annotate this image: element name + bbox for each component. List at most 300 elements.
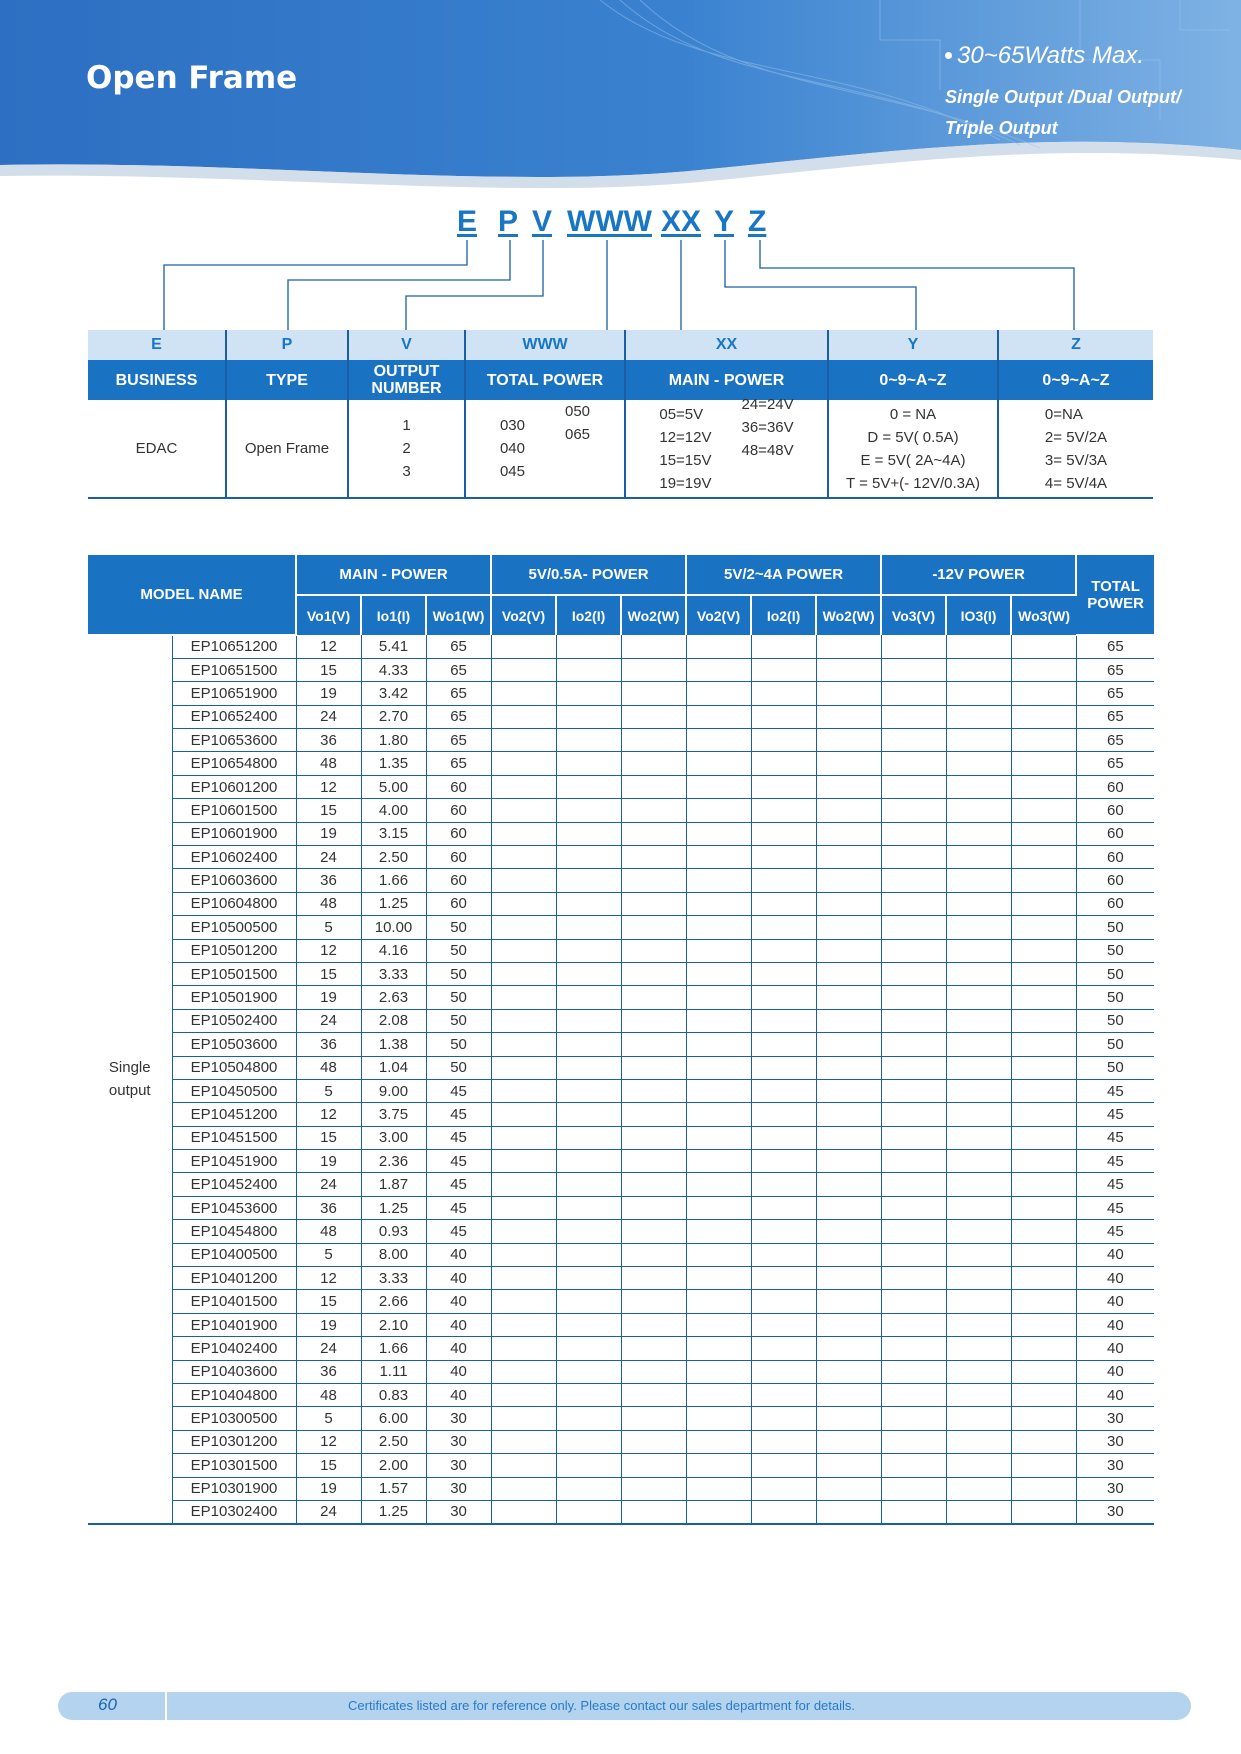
vo1-cell: 36 [296, 1033, 361, 1056]
empty-cell [686, 658, 751, 681]
subhead: Vo2(V) [686, 595, 751, 635]
vo1-cell: 5 [296, 916, 361, 939]
empty-cell [1011, 1407, 1076, 1430]
model-cell: EP10501500 [172, 962, 296, 985]
wo1-cell: 30 [426, 1500, 491, 1523]
empty-cell [686, 1009, 751, 1032]
table-row [88, 1267, 1154, 1290]
vo1-cell: 12 [296, 1267, 361, 1290]
empty-cell [816, 1337, 881, 1360]
total-power-cell: 40 [1076, 1243, 1154, 1266]
model-cell: EP10451900 [172, 1150, 296, 1173]
empty-cell [686, 1500, 751, 1523]
model-cell: EP10651900 [172, 682, 296, 705]
empty-cell [686, 775, 751, 798]
wo1-cell: 45 [426, 1126, 491, 1149]
wo1-cell: 65 [426, 635, 491, 658]
empty-cell [621, 1126, 686, 1149]
empty-cell [491, 1313, 556, 1336]
vo1-cell: 19 [296, 682, 361, 705]
empty-cell [621, 705, 686, 728]
empty-cell [751, 1313, 816, 1336]
empty-cell [621, 962, 686, 985]
empty-cell [491, 1407, 556, 1430]
total-power-cell: 30 [1076, 1407, 1154, 1430]
empty-cell [491, 1290, 556, 1313]
table-row [88, 1079, 1154, 1102]
total-power-cell: 30 [1076, 1430, 1154, 1453]
empty-cell [881, 916, 946, 939]
wo1-cell: 60 [426, 892, 491, 915]
model-cell: EP10603600 [172, 869, 296, 892]
subhead: Io2(I) [556, 595, 621, 635]
empty-cell [686, 1103, 751, 1126]
model-cell: EP10301900 [172, 1477, 296, 1500]
empty-cell [491, 1360, 556, 1383]
empty-cell [751, 846, 816, 869]
empty-cell [686, 822, 751, 845]
empty-cell [816, 1407, 881, 1430]
io1-cell: 2.50 [361, 846, 426, 869]
empty-cell [491, 1477, 556, 1500]
model-cell: EP10451200 [172, 1103, 296, 1126]
vo1-cell: 19 [296, 1150, 361, 1173]
model-cell: EP10601200 [172, 775, 296, 798]
empty-cell [621, 1477, 686, 1500]
empty-cell [946, 705, 1011, 728]
empty-cell [881, 658, 946, 681]
model-cell: EP10454800 [172, 1220, 296, 1243]
vo1-cell: 24 [296, 1500, 361, 1523]
wo1-cell: 65 [426, 682, 491, 705]
pn-mp-value: 36=36V [741, 418, 794, 436]
empty-cell [946, 1267, 1011, 1290]
empty-cell [556, 658, 621, 681]
empty-cell [556, 1243, 621, 1266]
empty-cell [1011, 1009, 1076, 1032]
empty-cell [751, 1220, 816, 1243]
table-row [88, 729, 1154, 752]
empty-cell [816, 916, 881, 939]
total-power-cell: 60 [1076, 892, 1154, 915]
vo1-cell: 5 [296, 1079, 361, 1102]
empty-cell [686, 1430, 751, 1453]
empty-cell [1011, 752, 1076, 775]
wo1-cell: 65 [426, 705, 491, 728]
pn-head-type: TYPE [226, 360, 348, 400]
table-row [88, 705, 1154, 728]
table-row [88, 1360, 1154, 1383]
subhead: Io2(I) [751, 595, 816, 635]
empty-cell [491, 635, 556, 658]
total-power-cell: 45 [1076, 1173, 1154, 1196]
table-row [88, 1009, 1154, 1032]
empty-cell [816, 729, 881, 752]
empty-cell [751, 1407, 816, 1430]
pn-mp-value: 05=5V [659, 405, 704, 423]
subhead: Wo2(W) [816, 595, 881, 635]
total-power-cell: 60 [1076, 799, 1154, 822]
empty-cell [556, 939, 621, 962]
empty-cell [556, 775, 621, 798]
vo1-cell: 36 [296, 1360, 361, 1383]
empty-cell [556, 705, 621, 728]
empty-cell [881, 1126, 946, 1149]
empty-cell [491, 1079, 556, 1102]
empty-cell [621, 658, 686, 681]
empty-cell [491, 892, 556, 915]
group-label-line2: output [108, 1082, 151, 1100]
io1-cell: 3.15 [361, 822, 426, 845]
table-row [88, 1056, 1154, 1079]
io1-cell: 1.11 [361, 1360, 426, 1383]
empty-cell [751, 635, 816, 658]
empty-cell [621, 892, 686, 915]
empty-cell [816, 682, 881, 705]
vo1-cell: 24 [296, 1173, 361, 1196]
empty-cell [881, 1313, 946, 1336]
wo1-cell: 30 [426, 1430, 491, 1453]
empty-cell [1011, 1079, 1076, 1102]
wattage-text: 30~65Watts Max. [957, 42, 1144, 69]
empty-cell [621, 1407, 686, 1430]
table-row [88, 892, 1154, 915]
pn-head-output-line1: OUTPUT [373, 363, 440, 380]
empty-cell [816, 1454, 881, 1477]
empty-cell [881, 1220, 946, 1243]
table-row [88, 775, 1154, 798]
table-row [88, 1220, 1154, 1243]
wo1-cell: 30 [426, 1454, 491, 1477]
pn-type-value: Open Frame [226, 400, 348, 498]
table-row [88, 682, 1154, 705]
empty-cell [816, 1126, 881, 1149]
empty-cell [686, 682, 751, 705]
empty-cell [881, 635, 946, 658]
empty-cell [751, 1056, 816, 1079]
wo1-cell: 40 [426, 1384, 491, 1407]
empty-cell [751, 986, 816, 1009]
model-cell: EP10300500 [172, 1407, 296, 1430]
model-cell: EP10502400 [172, 1009, 296, 1032]
wo1-cell: 40 [426, 1290, 491, 1313]
empty-cell [816, 658, 881, 681]
empty-cell [621, 1243, 686, 1266]
empty-cell [751, 1430, 816, 1453]
empty-cell [881, 1384, 946, 1407]
empty-cell [556, 682, 621, 705]
wo1-cell: 30 [426, 1477, 491, 1500]
table-row [88, 1243, 1154, 1266]
empty-cell [556, 1056, 621, 1079]
empty-cell [816, 869, 881, 892]
empty-cell [1011, 1384, 1076, 1407]
empty-cell [881, 822, 946, 845]
empty-cell [621, 1033, 686, 1056]
empty-cell [686, 799, 751, 822]
empty-cell [881, 1196, 946, 1219]
empty-cell [946, 1009, 1011, 1032]
empty-cell [751, 705, 816, 728]
empty-cell [946, 1384, 1011, 1407]
empty-cell [816, 1290, 881, 1313]
pn-z-value: 2= 5V/2A [1044, 428, 1108, 446]
empty-cell [751, 1337, 816, 1360]
total-power-cell: 30 [1076, 1500, 1154, 1523]
pn-head-z: 0~9~A~Z [998, 360, 1153, 400]
empty-cell [1011, 1500, 1076, 1523]
empty-cell [556, 1313, 621, 1336]
group-header-minus12v: -12V POWER [881, 555, 1076, 595]
vo1-cell: 19 [296, 1313, 361, 1336]
total-power-cell: 50 [1076, 1009, 1154, 1032]
io1-cell: 1.38 [361, 1033, 426, 1056]
empty-cell [1011, 1360, 1076, 1383]
code-connector-lines [0, 0, 1241, 340]
subhead: IO3(I) [946, 595, 1011, 635]
total-power-cell: 50 [1076, 1033, 1154, 1056]
empty-cell [751, 1033, 816, 1056]
code-letter-e: E [457, 205, 478, 238]
empty-cell [1011, 1126, 1076, 1149]
empty-cell [686, 1033, 751, 1056]
io1-cell: 1.80 [361, 729, 426, 752]
empty-cell [686, 869, 751, 892]
empty-cell [816, 1267, 881, 1290]
empty-cell [556, 1477, 621, 1500]
model-cell: EP10651200 [172, 635, 296, 658]
pn-total-power-values [465, 400, 625, 498]
empty-cell [881, 1150, 946, 1173]
empty-cell [751, 1126, 816, 1149]
pn-head-total-power: TOTAL POWER [465, 360, 625, 400]
empty-cell [686, 1384, 751, 1407]
table-row [88, 1313, 1154, 1336]
model-table-body [88, 635, 1154, 1524]
empty-cell [881, 986, 946, 1009]
empty-cell [491, 658, 556, 681]
model-cell: EP10401900 [172, 1313, 296, 1336]
io1-cell: 1.57 [361, 1477, 426, 1500]
total-power-cell: 50 [1076, 986, 1154, 1009]
empty-cell [881, 1173, 946, 1196]
empty-cell [556, 1126, 621, 1149]
vo1-cell: 12 [296, 939, 361, 962]
empty-cell [686, 1313, 751, 1336]
empty-cell [491, 799, 556, 822]
empty-cell [491, 1173, 556, 1196]
empty-cell [946, 1196, 1011, 1219]
wo1-cell: 50 [426, 986, 491, 1009]
total-power-cell: 60 [1076, 775, 1154, 798]
empty-cell [751, 1454, 816, 1477]
empty-cell [1011, 1056, 1076, 1079]
table-row [88, 822, 1154, 845]
group-header-5v-2-4a: 5V/2~4A POWER [686, 555, 881, 595]
model-cell: EP10404800 [172, 1384, 296, 1407]
vo1-cell: 48 [296, 1220, 361, 1243]
empty-cell [816, 1103, 881, 1126]
empty-cell [556, 1033, 621, 1056]
io1-cell: 5.41 [361, 635, 426, 658]
total-power-cell: 50 [1076, 962, 1154, 985]
empty-cell [621, 1360, 686, 1383]
model-table [88, 555, 1154, 1525]
empty-cell [946, 799, 1011, 822]
pn-y-value: D = 5V( 0.5A) [867, 428, 959, 446]
model-cell: EP10503600 [172, 1033, 296, 1056]
empty-cell [1011, 1267, 1076, 1290]
pn-mp-value: 19=19V [659, 474, 712, 492]
group-label-line1: Single [108, 1059, 151, 1077]
empty-cell [946, 962, 1011, 985]
pn-tp-value: 065 [565, 426, 591, 443]
table-row [88, 1196, 1154, 1219]
table-row [88, 962, 1154, 985]
wo1-cell: 50 [426, 1033, 491, 1056]
empty-cell [686, 986, 751, 1009]
code-letter-xx: XX [661, 205, 702, 238]
table-row [88, 1384, 1154, 1407]
empty-cell [946, 846, 1011, 869]
table-row [88, 1454, 1154, 1477]
empty-cell [881, 1079, 946, 1102]
code-letter-v: V [532, 205, 553, 238]
model-cell: EP10604800 [172, 892, 296, 915]
empty-cell [946, 1150, 1011, 1173]
io1-cell: 4.00 [361, 799, 426, 822]
empty-cell [491, 1009, 556, 1032]
model-cell: EP10402400 [172, 1337, 296, 1360]
empty-cell [556, 1430, 621, 1453]
empty-cell [946, 916, 1011, 939]
table-row [88, 939, 1154, 962]
io1-cell: 10.00 [361, 916, 426, 939]
total-power-cell: 60 [1076, 846, 1154, 869]
empty-cell [686, 1407, 751, 1430]
page-number: 60 [98, 1695, 117, 1714]
part-number-table [88, 330, 1153, 499]
empty-cell [946, 729, 1011, 752]
empty-cell [881, 939, 946, 962]
footer-note: Certificates listed are for reference only. Please contact our sales department for details. [348, 1698, 856, 1713]
empty-cell [881, 1407, 946, 1430]
empty-cell [946, 1313, 1011, 1336]
empty-cell [491, 705, 556, 728]
pn-header-row [88, 360, 1153, 400]
vo1-cell: 15 [296, 962, 361, 985]
total-power-cell: 45 [1076, 1126, 1154, 1149]
empty-cell [816, 846, 881, 869]
empty-cell [556, 1220, 621, 1243]
vo1-cell: 24 [296, 846, 361, 869]
empty-cell [816, 1430, 881, 1453]
empty-cell [686, 705, 751, 728]
footer-divider [165, 1692, 167, 1720]
total-power-cell: 65 [1076, 658, 1154, 681]
empty-cell [751, 892, 816, 915]
empty-cell [686, 1126, 751, 1149]
empty-cell [491, 1126, 556, 1149]
subhead: Vo2(V) [491, 595, 556, 635]
pn-tp-value: 030 [499, 417, 525, 434]
empty-cell [946, 1173, 1011, 1196]
empty-cell [816, 1033, 881, 1056]
empty-cell [621, 1220, 686, 1243]
empty-cell [816, 986, 881, 1009]
io1-cell: 3.42 [361, 682, 426, 705]
table-row [88, 1500, 1154, 1523]
table-row [88, 752, 1154, 775]
wo1-cell: 45 [426, 1150, 491, 1173]
empty-cell [1011, 1220, 1076, 1243]
empty-cell [1011, 1290, 1076, 1313]
empty-cell [1011, 1033, 1076, 1056]
wo1-cell: 60 [426, 822, 491, 845]
vo1-cell: 36 [296, 1196, 361, 1219]
total-power-cell: 45 [1076, 1196, 1154, 1219]
empty-cell [816, 1313, 881, 1336]
empty-cell [556, 1454, 621, 1477]
wo1-cell: 40 [426, 1243, 491, 1266]
wo1-cell: 65 [426, 752, 491, 775]
empty-cell [491, 1243, 556, 1266]
empty-cell [1011, 916, 1076, 939]
empty-cell [946, 775, 1011, 798]
total-power-cell: 40 [1076, 1290, 1154, 1313]
empty-cell [686, 1220, 751, 1243]
empty-cell [621, 752, 686, 775]
pn-head-y: 0~9~A~Z [828, 360, 998, 400]
empty-cell [491, 939, 556, 962]
empty-cell [556, 962, 621, 985]
empty-cell [686, 1079, 751, 1102]
model-cell: EP10450500 [172, 1079, 296, 1102]
empty-cell [1011, 986, 1076, 1009]
model-cell: EP10451500 [172, 1126, 296, 1149]
wo1-cell: 50 [426, 916, 491, 939]
empty-cell [686, 1267, 751, 1290]
empty-cell [816, 1243, 881, 1266]
empty-cell [946, 1220, 1011, 1243]
empty-cell [491, 1500, 556, 1523]
empty-cell [621, 1500, 686, 1523]
empty-cell [751, 1243, 816, 1266]
empty-cell [556, 1173, 621, 1196]
empty-cell [881, 705, 946, 728]
empty-cell [491, 682, 556, 705]
pn-tp-value: 050 [565, 403, 591, 420]
empty-cell [556, 1009, 621, 1032]
total-power-cell: 60 [1076, 822, 1154, 845]
empty-cell [556, 729, 621, 752]
io1-cell: 0.83 [361, 1384, 426, 1407]
empty-cell [686, 729, 751, 752]
table-row [88, 1126, 1154, 1149]
io1-cell: 1.25 [361, 892, 426, 915]
io1-cell: 1.25 [361, 1196, 426, 1219]
total-power-cell: 30 [1076, 1477, 1154, 1500]
empty-cell [556, 1337, 621, 1360]
empty-cell [946, 1126, 1011, 1149]
empty-cell [556, 1196, 621, 1219]
empty-cell [491, 1196, 556, 1219]
empty-cell [686, 635, 751, 658]
empty-cell [491, 1220, 556, 1243]
code-letter-p: P [498, 205, 519, 238]
wo1-cell: 65 [426, 729, 491, 752]
empty-cell [686, 1454, 751, 1477]
